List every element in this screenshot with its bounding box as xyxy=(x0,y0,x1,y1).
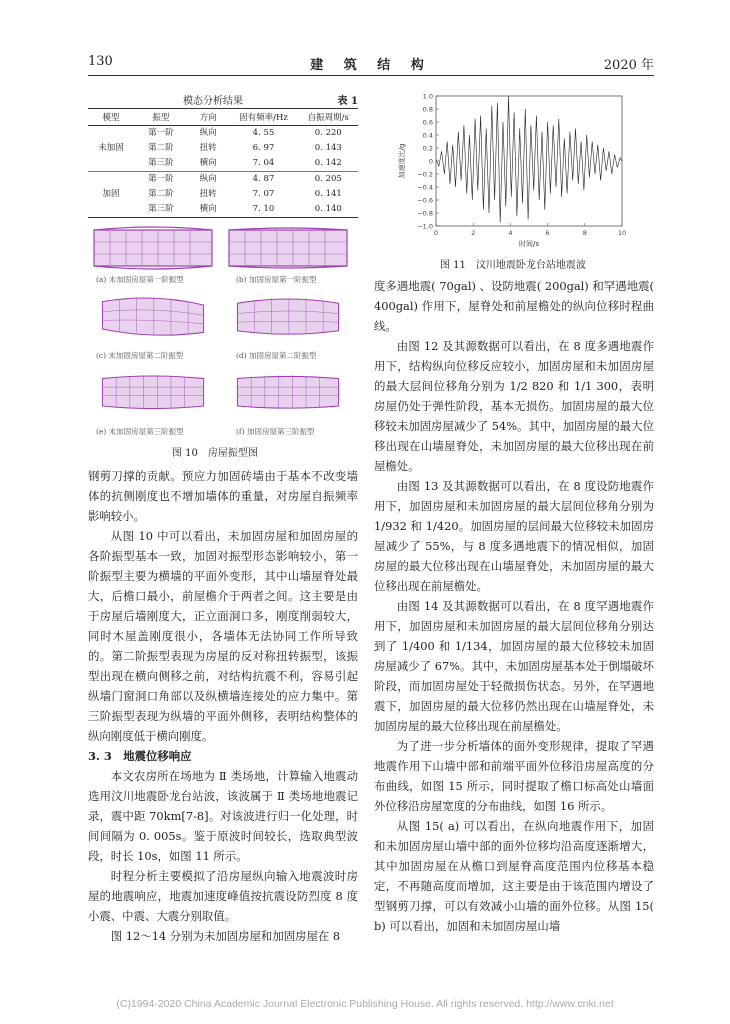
col-header: 自振周期/s xyxy=(299,109,358,126)
table-cell: 0. 143 xyxy=(314,143,342,153)
table-row xyxy=(88,126,358,142)
paragraph: 从图 15( a) 可以看出，在纵向地震作用下，加固和未加固房屋山墙中部的面外位移均沿高度逐渐增大，其中加固房屋在从檐口到屋脊高度范围内位移基本稳定，不再随高度而增加，这主要是由于该范围内增设了型钢剪刀撑，可以有效减小山墙的面外位移。从图 15( b) 可以看出，加固和未加固房屋山墙 xyxy=(374,819,654,933)
table-cell: 第三阶 xyxy=(134,202,188,218)
y-tick-label: 1.0 xyxy=(422,92,433,101)
table-cell: 7. 10 xyxy=(228,202,298,218)
mode-shape-diagram xyxy=(90,224,216,272)
seismic-wave-chart xyxy=(392,90,632,250)
page-header xyxy=(88,54,654,74)
y-tick-label: −1.0 xyxy=(417,222,433,231)
modal-analysis-table xyxy=(88,108,358,218)
table-cell: 扭转 xyxy=(199,189,217,199)
x-tick-label: 6 xyxy=(545,229,550,237)
paragraph: 由图 13 及其源数据可以看出，在 8 度设防地震作用下，加固房屋和未加固房屋的最大层间位移角分别为 1/932 和 1/420。加固房屋的层间最大位移较未加固房屋减少了 55%，与 8 度多遇地震下的情况相似，加固房屋的最大位移出现在山墙屋脊处，未加固房屋的最大位移出现在前屋檐处。 xyxy=(374,479,654,593)
table-cell: 0. 141 xyxy=(314,189,342,199)
table-cell: 7. 04 xyxy=(228,156,298,172)
table-cell: 7. 07 xyxy=(252,189,275,199)
table-cell: 0. 140 xyxy=(299,202,358,218)
paragraph: 为了进一步分析墙体的面外变形规律，提取了罕遇地震作用下山墙中部和前端平面外位移沿房屋高度的分布曲线，如图 15 所示，同时提取了檐口标高处山墙面外位移沿房屋宽度的分布曲线，如图 16 所示。 xyxy=(374,739,654,813)
paragraph: 钢剪刀撑的贡献。预应力加固砖墙由于基本不改变墙体的抗侧刚度也不增加墙体的重量，对房屋自振频率影响较小。 xyxy=(88,469,358,523)
paragraph: 度多遇地震( 70gal) 、设防地震( 200gal) 和罕遇地震( 400gal) 作用下，屋脊处和前屋檐处的纵向位移时程曲线。 xyxy=(374,279,654,333)
table-cell: 0. 205 xyxy=(314,174,342,184)
right-column-text xyxy=(374,276,654,936)
table-cell: 第三阶 xyxy=(134,156,188,172)
paragraph: 图 12～14 分别为未加固房屋和加固房屋在 8 xyxy=(110,929,341,943)
paragraph: 由图 14 及其源数据可以看出，在 8 度罕遇地震作用下，加固房屋和未加固房屋的最大层间位移角分别达到了 1/400 和 1/134，加固房屋的最大位移较未加固房屋减少了 67%。其中，未加固房屋基本处于倒塌破坏阶段，而加固房屋处于轻微损伤状态。另外，在罕遇地震下，加固房屋的最大位移仍然出现在山墙屋脊处，未加固房屋的最大位移出现在前屋檐处。 xyxy=(374,599,654,733)
panel-label: (d) 加固房屋第二阶振型 xyxy=(236,351,317,360)
mode-shape-diagram xyxy=(225,224,351,272)
x-axis-label: 时间/s xyxy=(518,240,540,248)
paragraph: 时程分析主要模拟了沿房屋纵向输入地震波时房屋的地震响应，地震加速度峰值按抗震设防烈度 8 度小震、中震、大震分别取值。 xyxy=(88,869,358,923)
table-cell: 第一阶 xyxy=(148,128,174,138)
journal-year: 2020 年 xyxy=(603,58,654,73)
panel-label: (b) 加固房屋第一阶振型 xyxy=(236,275,317,284)
panel-label: (f) 加固房屋第三阶振型 xyxy=(236,427,315,436)
model-cell: 加固 xyxy=(88,172,134,218)
x-tick-label: 8 xyxy=(582,229,587,237)
y-axis-label: 加速度比/g xyxy=(398,143,406,179)
fig11-caption: 图 11 汶川地震卧龙台站地震波 xyxy=(440,260,586,271)
model-cell: 未加固 xyxy=(88,126,134,172)
col-header: 固有频率/Hz xyxy=(228,109,298,126)
table-cell: 4. 87 xyxy=(252,174,275,184)
table-cell: 纵向 xyxy=(199,174,217,184)
table-cell: 纵向 xyxy=(199,128,217,138)
header-rule xyxy=(88,75,654,76)
y-tick-label: 0 xyxy=(428,157,433,166)
panel-label: (e) 未加固房屋第三阶振型 xyxy=(96,427,184,436)
y-tick-label: 0.4 xyxy=(422,131,433,140)
table-cell: 第一阶 xyxy=(148,174,174,184)
journal-title: 建 筑 结 构 xyxy=(310,58,432,73)
y-tick-label: 0.8 xyxy=(422,105,433,114)
table-row xyxy=(88,172,358,188)
table-cell: 扭转 xyxy=(199,143,217,153)
y-tick-label: −0.4 xyxy=(417,183,433,192)
acceleration-series-line xyxy=(436,96,622,223)
panel-label: (c) 未加固房屋第二阶振型 xyxy=(96,351,184,360)
fig10-caption: 图 10 房屋振型图 xyxy=(172,448,258,459)
table-cell: 横向 xyxy=(188,156,229,172)
y-tick-label: −0.6 xyxy=(417,196,433,205)
table-title: 模态分析结果 xyxy=(183,96,243,107)
x-tick-label: 0 xyxy=(433,229,439,237)
left-column-text xyxy=(88,466,358,946)
table-label: 表 1 xyxy=(337,96,358,107)
col-header: 模型 xyxy=(88,109,134,126)
table-cell: 6. 97 xyxy=(252,143,275,153)
section-heading: 3. 3 地震位移响应 xyxy=(88,749,192,763)
mode-shape-diagram xyxy=(90,370,216,418)
mode-shape-diagram xyxy=(225,370,351,418)
page-number: 130 xyxy=(88,54,113,69)
x-tick-label: 10 xyxy=(617,229,627,237)
col-header: 方向 xyxy=(188,109,229,126)
paragraph: 本文农房所在场地为 Ⅱ 类场地，计算输入地震动选用汶川地震卧龙台站波，该波属于 Ⅱ 类场地地震记录，震中距 70km[7-8]。对该波进行归一化处理，时间间隔为 0. 005s。鉴于原波时间较长，选取典型波段，时长 10s，如图 11 所示。 xyxy=(88,769,358,863)
table-cell: 第二阶 xyxy=(148,143,174,153)
col-header: 振型 xyxy=(134,109,188,126)
table-cell: 0. 142 xyxy=(299,156,358,172)
mode-shape-diagram xyxy=(90,293,216,341)
table-cell: 横向 xyxy=(188,202,229,218)
y-tick-label: 0.2 xyxy=(422,144,433,153)
copyright-footer: (C)1994-2020 China Academic Journal Electronic Publishing House. All rights reserved. http://www.cnki.net xyxy=(116,998,614,1010)
x-tick-label: 4 xyxy=(508,229,513,237)
mode-shape-diagram xyxy=(225,293,351,341)
y-tick-label: 0.6 xyxy=(422,118,433,127)
panel-label: (a) 未加固房屋第一阶振型 xyxy=(96,275,184,284)
y-tick-label: −0.2 xyxy=(417,170,433,179)
table-cell: 第二阶 xyxy=(148,189,174,199)
table-cell: 0. 220 xyxy=(314,128,342,138)
paragraph: 由图 12 及其源数据可以看出，在 8 度多遇地震作用下，结构纵向位移反应较小，加固房屋和未加固房屋的最大层间位移角分别为 1/2 820 和 1/1 300，表明房屋仍处于弹性阶段，基本无损伤。加固房屋的最大位移较未加固房屋减少了 54%。其中，加固房屋的最大位移出现在山墙屋脊处，未加固房屋的最大位移出现在前屋檐处。 xyxy=(374,339,654,473)
x-tick-label: 2 xyxy=(471,229,476,237)
table-cell: 4. 55 xyxy=(252,128,275,138)
y-tick-label: −0.8 xyxy=(417,209,433,218)
paragraph: 从图 10 中可以看出，未加固房屋和加固房屋的各阶振型基本一致，加固对振型形态影响较小，第一阶振型主要为横墙的平面外变形，其中山墙屋脊处最大，后檐口最小，前屋檐介于两者之间。这主要是由于房屋后墙刚度大，正立面洞口多，刚度削弱较大，同时木屋盖刚度很小，各墙体无法协同工作所导致的。第二阶振型表现为房屋的反对称扭转振型，该振型出现在横向侧移之前，对结构抗震不利，容易引起纵墙门窗洞口角部以及纵横墙连接处的应力集中。第三阶振型表现为纵墙的平面外侧移，表明结构整体的纵向刚度低于横向刚度。 xyxy=(88,529,358,743)
